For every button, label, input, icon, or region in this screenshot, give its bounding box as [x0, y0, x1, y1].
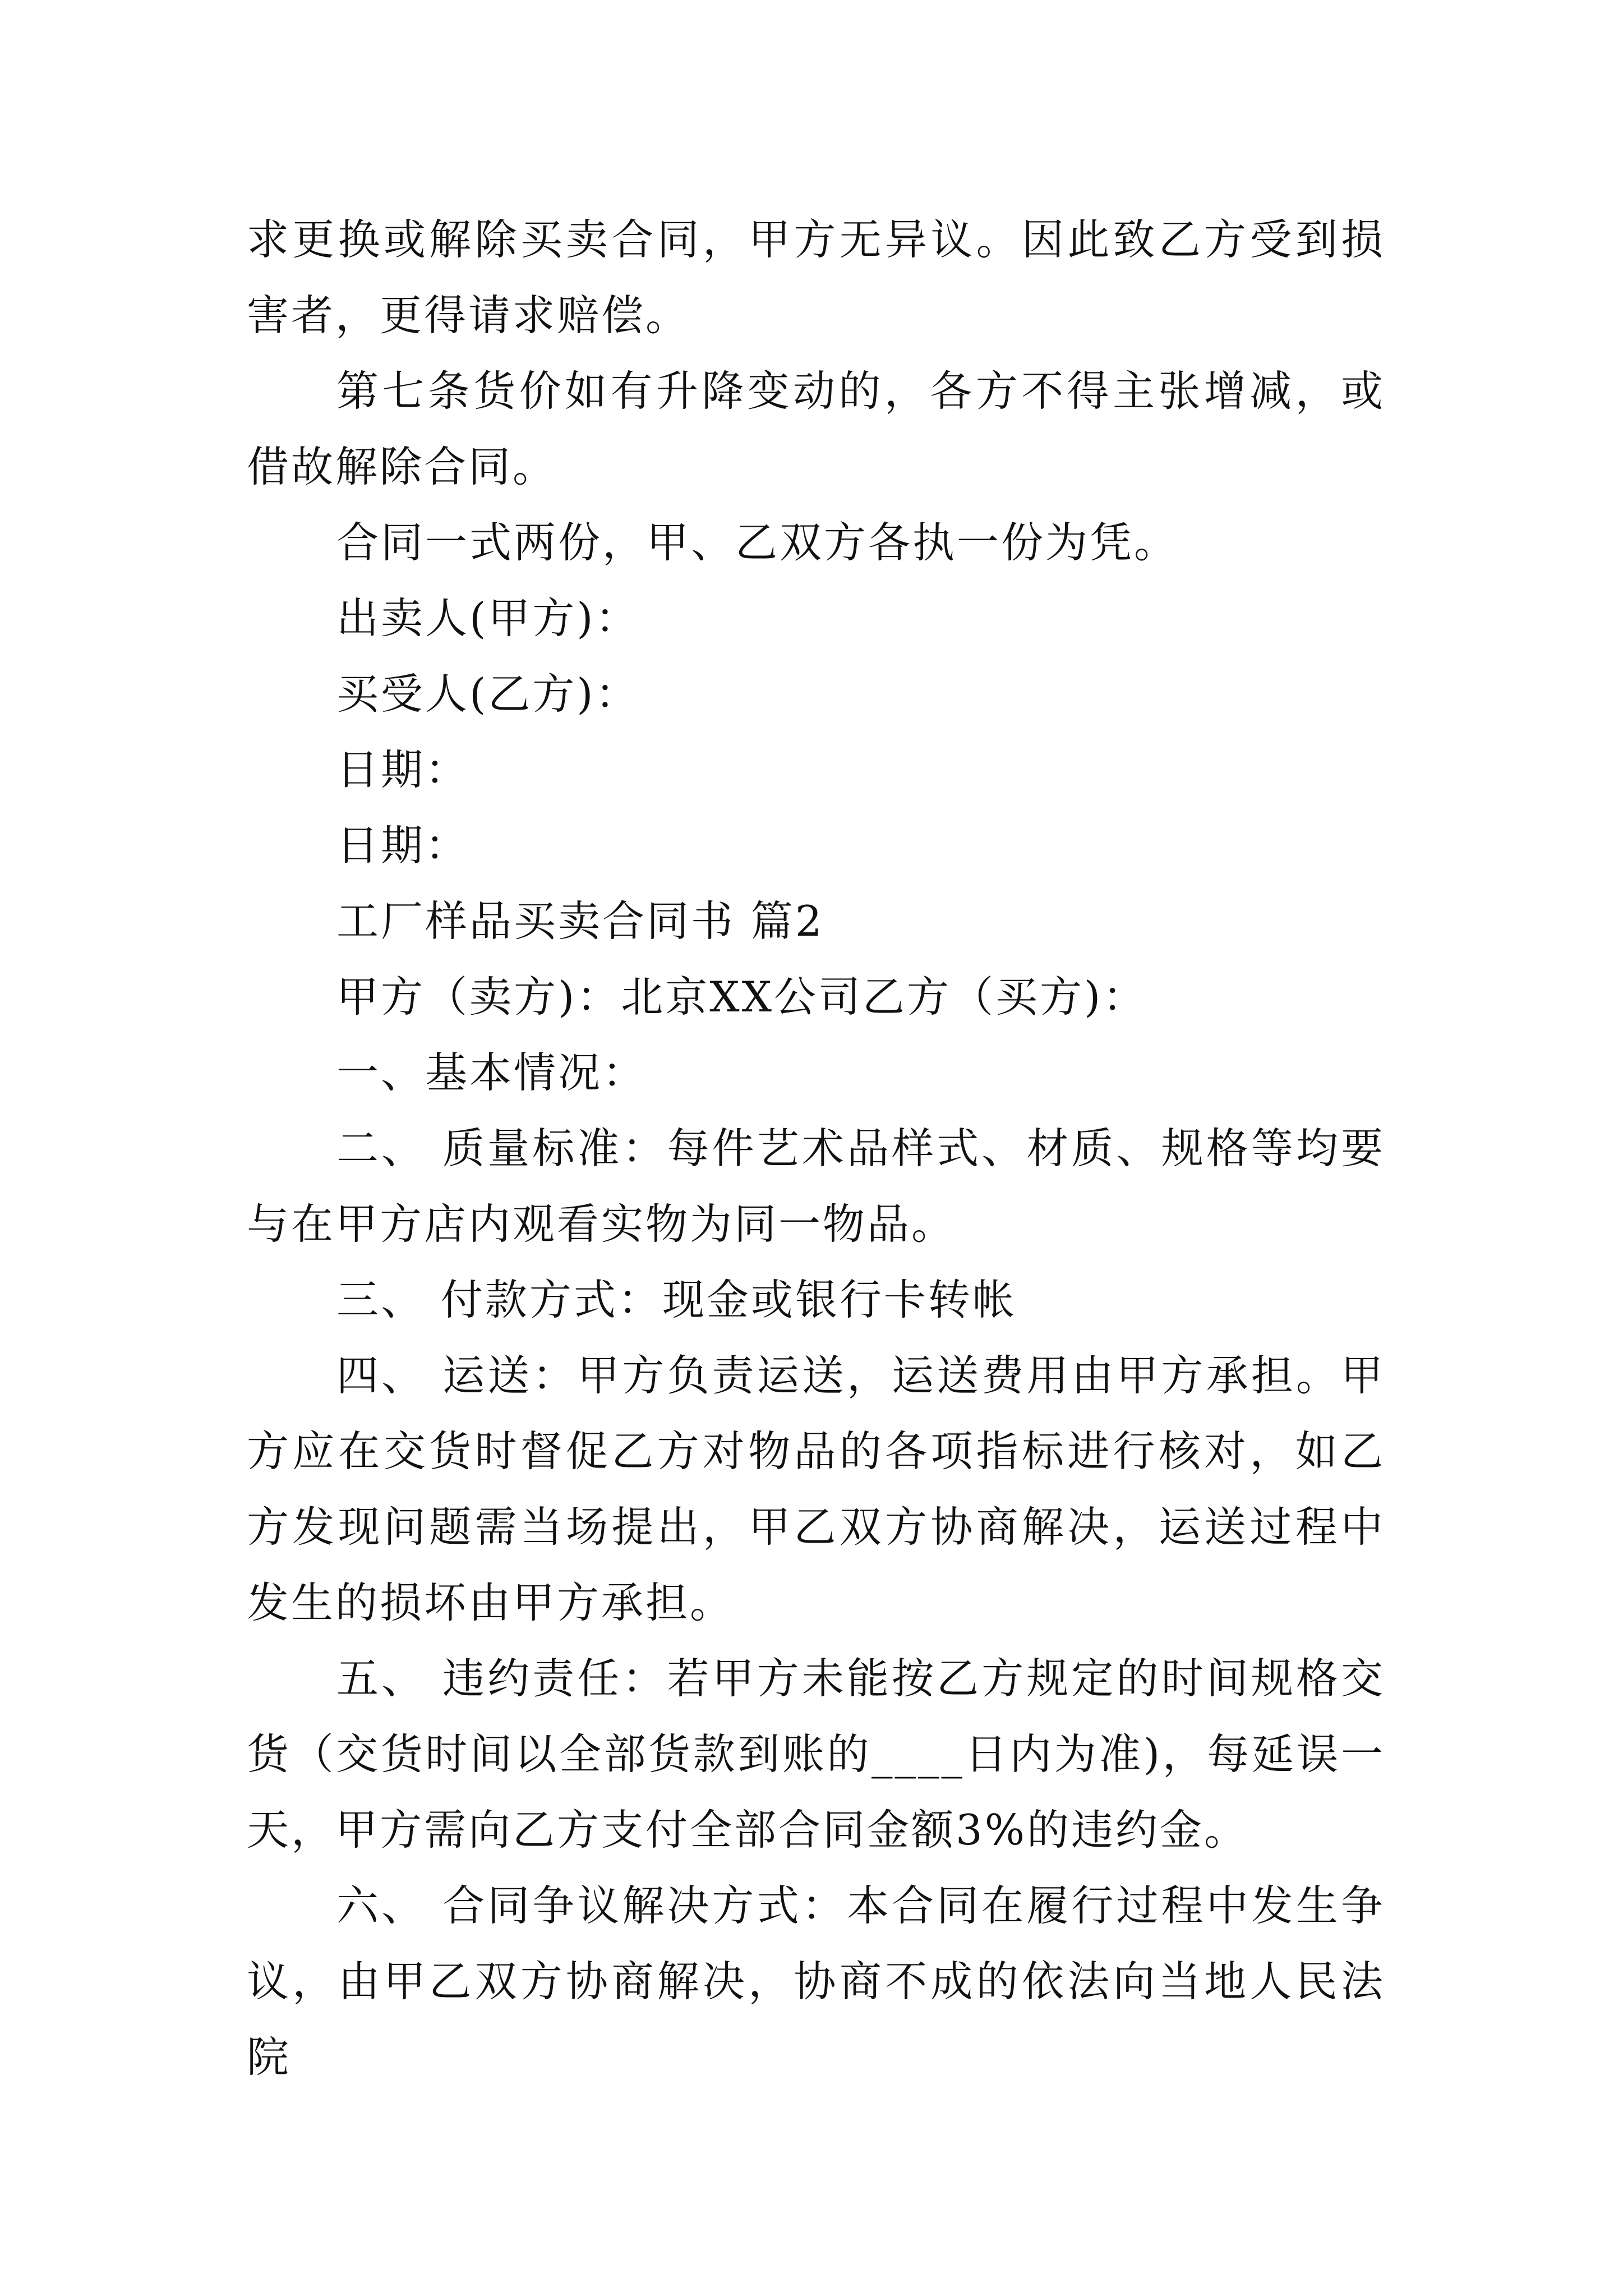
- paragraph-continuation: 求更换或解除买卖合同，甲方无异议。因此致乙方受到损害者，更得请求赔偿。: [247, 215, 1385, 340]
- paragraph-copies: 合同一式两份，甲、乙双方各执一份为凭。: [336, 518, 1179, 567]
- signature-seller: 出卖人(甲方)：: [336, 593, 640, 643]
- parties-line: 甲方（卖方)：北京XX公司乙方（买方)：: [336, 972, 1147, 1022]
- signature-buyer: 买受人(乙方)：: [336, 669, 640, 719]
- date-line-2: 日期：: [336, 821, 470, 870]
- date-line-1: 日期：: [336, 745, 470, 794]
- clause-payment: 三、 付款方式：现金或银行卡转帐: [336, 1275, 1017, 1324]
- clause-basic-info: 一、基本情况：: [336, 1048, 647, 1097]
- clause-delivery: 四、 运送：甲方负责运送，运送费用由甲方承担。甲方应在交货时督促乙方对物品的各项指标进行核对，如乙方发现问题需当场提出，甲乙双方协商解决，运送过程中发生的损坏由甲方承担。: [247, 1351, 1385, 1627]
- clause-dispute: 六、 合同争议解决方式：本合同在履行过程中发生争议，由甲乙双方协商解决，协商不成的依法向当地人民法院: [247, 1881, 1385, 2082]
- document-body: [247, 202, 1385, 2095]
- clause-breach: 五、 违约责任：若甲方未能按乙方规定的时间规格交货（交货时间以全部货款到账的____日内为准)，每延误一天，甲方需向乙方支付全部合同金额3%的违约金。: [247, 1654, 1385, 1855]
- paragraph-article-7: 第七条货价如有升降变动的，各方不得主张增减，或借故解除合同。: [247, 366, 1385, 491]
- section-title: 工厂样品买卖合同书 篇2: [336, 896, 824, 946]
- clause-quality: 二、 质量标准：每件艺术品样式、材质、规格等均要与在甲方店内观看实物为同一物品。: [247, 1124, 1385, 1249]
